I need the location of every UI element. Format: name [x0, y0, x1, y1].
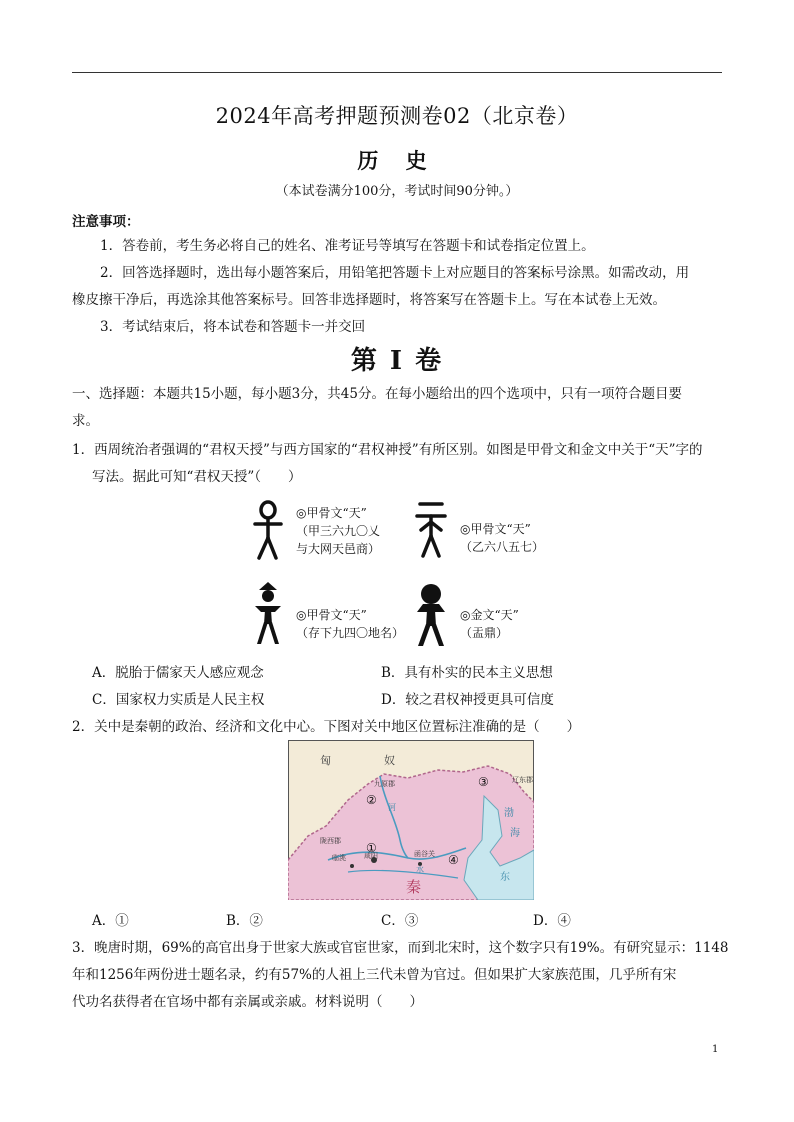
q2-option-b[interactable]: B．②: [226, 913, 263, 929]
svg-text:匈: 匈: [320, 754, 331, 767]
q1-option-a[interactable]: A．脱胎于儒家天人感应观念: [92, 665, 264, 681]
q1-option-b[interactable]: B．具有朴实的民本主义思想: [381, 665, 553, 681]
question-1-stem-cont: 写法。据此可知“君权天授”（ ）: [92, 469, 302, 485]
volume-title: 第 I 卷: [350, 346, 444, 376]
svg-text:陇西郡: 陇西郡: [320, 837, 341, 845]
figure-label-2: ◎甲骨文“天” （乙六八五七）: [460, 522, 545, 554]
subject-title: 历 史: [357, 148, 437, 173]
oracle-glyph-2: [417, 504, 445, 556]
exam-note: （本试卷满分100分，考试时间90分钟。）: [275, 184, 519, 199]
question-3-stem-cont-1: 年和1256年两份进士题名录，约有57%的人祖上三代未曾为官过。但如果扩大家族范围，几乎所有宋: [72, 967, 677, 983]
notice-heading: 注意事项：: [72, 214, 140, 230]
qin-map: [288, 740, 534, 900]
question-3-stem: 3．晚唐时期，69%的高官出身于世家大族或官宦世家，而到北宋时，这个数字只有19%。有研究显示：1148: [72, 940, 729, 956]
svg-text:③: ③: [478, 775, 489, 789]
q2-option-a[interactable]: A．①: [92, 913, 129, 929]
svg-text:临洮: 临洮: [332, 854, 346, 862]
bronze-glyph-4: [417, 584, 445, 646]
svg-text:函谷关: 函谷关: [414, 850, 435, 858]
question-3-stem-cont-2: 代功名获得者在官场中都有亲属或亲戚。材料说明（ ）: [72, 994, 423, 1010]
notice-item-1: 1．答卷前，考生务必将自己的姓名、准考证号等填写在答题卡和试卷指定位置上。: [100, 238, 595, 254]
q2-option-d[interactable]: D．④: [533, 913, 571, 929]
svg-text:奴: 奴: [384, 754, 395, 767]
svg-text:①: ①: [366, 841, 377, 855]
svg-text:渤: 渤: [504, 808, 514, 819]
paper-title: 2024年高考押题预测卷02（北京卷）: [215, 104, 579, 128]
section-intro: 一、选择题：本题共15小题，每小题3分，共45分。在每小题给出的四个选项中，只有一项符合题目要: [72, 386, 682, 402]
svg-text:东: 东: [500, 872, 510, 883]
q1-option-d[interactable]: D．较之君权神授更具可信度: [381, 692, 554, 708]
notice-item-2: 2．回答选择题时，选出每小题答案后，用铅笔把答题卡上对应题目的答案标号涂黑。如需改动，用: [100, 265, 690, 281]
figure-label-4: ◎金文“天” （盂鼎）: [460, 608, 519, 640]
q1-option-c[interactable]: C．国家权力实质是人民主权: [92, 692, 265, 708]
notice-item-2-cont: 橡皮擦干净后，再选涂其他答案标号。回答非选择题时，将答案写在答题卡上。写在本试卷上无效。: [72, 292, 666, 308]
svg-text:海: 海: [510, 828, 520, 839]
figure-label-3: ◎甲骨文“天” （存下九四〇地名）: [296, 608, 405, 640]
oracle-glyph-3: [255, 582, 281, 644]
svg-text:④: ④: [448, 853, 459, 867]
top-rule: [72, 72, 722, 73]
notice-item-3: 3．考试结束后，将本试卷和答题卡一并交回: [100, 319, 366, 335]
section-intro-cont: 求。: [72, 413, 99, 429]
svg-text:河: 河: [388, 803, 396, 812]
svg-text:②: ②: [366, 793, 377, 807]
svg-text:九原郡: 九原郡: [374, 780, 395, 788]
question-2-stem: 2．关中是秦朝的政治、经济和文化中心。下图对关中地区位置标注准确的是（ ）: [72, 719, 581, 735]
svg-text:秦: 秦: [406, 878, 422, 896]
svg-text:咸阳: 咸阳: [364, 852, 378, 860]
oracle-glyph-1: [255, 502, 281, 558]
question-1-stem: 1．西周统治者强调的“君权天授”与西方国家的“君权神授”有所区别。如图是甲骨文和金文中关于“天”字的: [72, 442, 703, 458]
svg-text:水: 水: [416, 865, 424, 874]
svg-text:辽东郡: 辽东郡: [512, 776, 533, 784]
figure-label-1: ◎甲骨文“天” （甲三六九〇乂 与大网天邑商）: [296, 506, 381, 556]
page-number: 1: [712, 1044, 719, 1055]
q2-option-c[interactable]: C．③: [381, 913, 419, 929]
